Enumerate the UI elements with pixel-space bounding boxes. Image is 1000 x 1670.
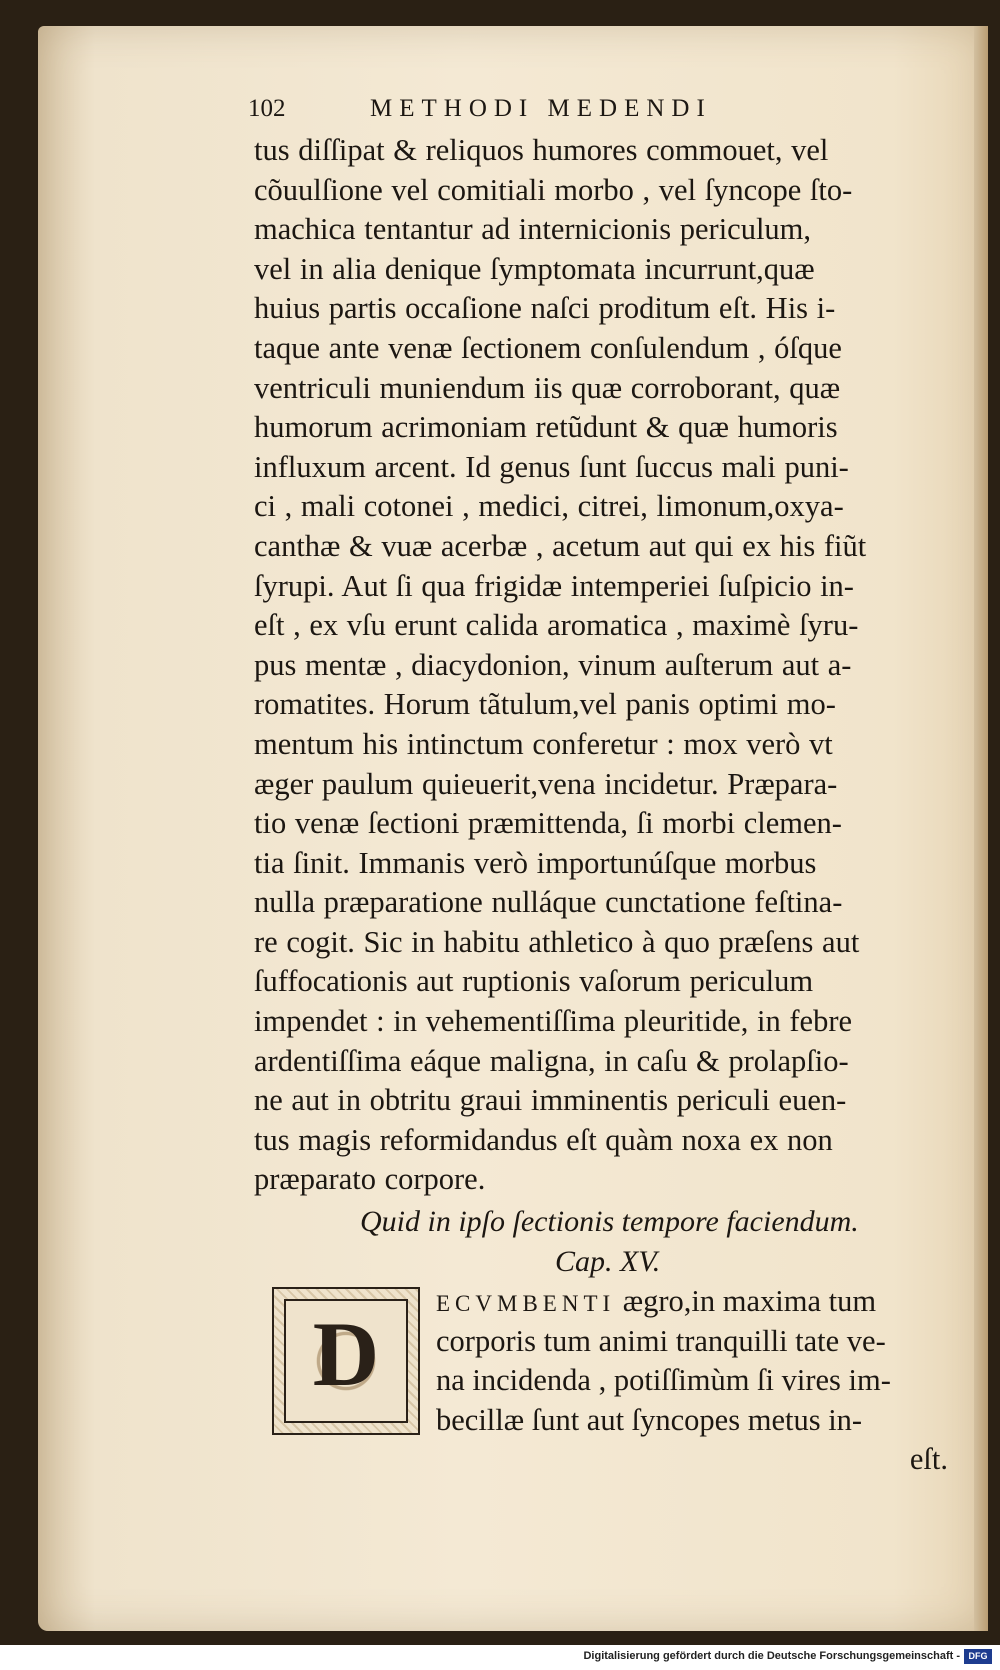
text-line: tio venæ ſectioni præmittenda, ſi morbi clemen- bbox=[254, 806, 842, 841]
chapter-heading: Quid in ipſo ſectionis tempore faciendum. bbox=[360, 1205, 859, 1238]
dfg-logo: DFG bbox=[964, 1649, 992, 1664]
text-line: vel in alia denique ſymptomata incurrunt,quæ bbox=[254, 251, 815, 286]
text-line: humorum acrimoniam retũdunt & quæ humoris bbox=[254, 410, 838, 445]
chapter-opening-text bbox=[436, 1282, 976, 1480]
text-line: tus magis reformidandus eſt quàm noxa ex non bbox=[254, 1122, 833, 1157]
text-line: na incidenda , potiſſimùm ſi vires im- bbox=[436, 1363, 891, 1398]
text-line: ſyrupi. Aut ſi qua frigidæ intemperiei ſuſpicio in- bbox=[254, 568, 854, 603]
text-line: eſt , ex vſu erunt calida aromatica , maximè ſyru- bbox=[254, 608, 859, 643]
text-line: machica tentantur ad internicionis periculum, bbox=[254, 212, 812, 247]
text-line: taque ante venæ ſectionem conſulendum , óſque bbox=[254, 330, 842, 365]
small-caps-word: ECVMBENTI bbox=[436, 1291, 616, 1316]
text-line: mentum his intinctum conferetur : mox verò vt bbox=[254, 726, 833, 761]
text-line: corporis tum animi tranquilli tate ve- bbox=[436, 1323, 886, 1358]
text-line: eſt. bbox=[909, 1442, 948, 1477]
page-edge bbox=[974, 26, 988, 1631]
body-text bbox=[254, 131, 974, 1200]
running-title: METHODI MEDENDI bbox=[370, 95, 712, 122]
text-line: becillæ ſunt aut ſyncopes metus in- bbox=[436, 1402, 863, 1437]
initial-letter: D bbox=[312, 1303, 380, 1405]
text-line: tia ſinit. Immanis verò importunúſque morbus bbox=[254, 845, 817, 880]
text-line: canthæ & vuæ acerbæ , acetum aut qui ex his fiũt bbox=[254, 528, 867, 563]
decorated-initial bbox=[272, 1287, 420, 1435]
text-line bbox=[436, 1282, 976, 1322]
text-line: præparato corpore. bbox=[254, 1162, 486, 1197]
text-line: influxum arcent. Id genus ſunt ſuccus mali puni- bbox=[254, 449, 849, 484]
chapter-number: Cap. XV. bbox=[555, 1245, 661, 1278]
text-line: tus diſſipat & reliquos humores commouet, vel bbox=[254, 133, 829, 167]
page-number: 102 bbox=[248, 95, 286, 122]
footer-bar bbox=[0, 1645, 1000, 1670]
text-line: æger paulum quieuerit,vena incidetur. Præpara- bbox=[254, 766, 838, 801]
text-line: impendet : in vehementiſſima pleuritide, in febre bbox=[254, 1004, 853, 1039]
text-fragment: ægro,in maxima tum bbox=[615, 1284, 877, 1318]
funding-credit: Digitalisierung gefördert durch die Deutsche Forschungsgemeinschaft - bbox=[583, 1650, 960, 1662]
text-line: huius partis occaſione naſci proditum eſt. His i- bbox=[254, 291, 836, 326]
text-line: ventriculi muniendum iis quæ corroborant, quæ bbox=[254, 370, 841, 405]
text-line: cõuulſione vel comitiali morbo , vel ſyncope ſto- bbox=[254, 172, 853, 207]
text-line: re cogit. Sic in habitu athletico à quo præſens aut bbox=[254, 924, 860, 959]
text-line: pus mentæ , diacydonion, vinum auſterum aut a- bbox=[254, 647, 852, 682]
text-line: ci , mali cotonei , medici, citrei, limonum,oxya- bbox=[254, 489, 844, 524]
text-line: ardentiſſima eáque maligna, in caſu & prolapſio- bbox=[254, 1043, 849, 1078]
text-line: ſuffocationis aut ruptionis vaſorum periculum bbox=[254, 964, 814, 999]
text-line: nulla præparatione nulláque cunctatione feſtina- bbox=[254, 885, 843, 920]
page-header bbox=[248, 95, 868, 125]
text-line: romatites. Horum tãtulum,vel panis optimi mo- bbox=[254, 687, 836, 722]
text-line: ne aut in obtritu graui imminentis periculi euen- bbox=[254, 1083, 847, 1118]
